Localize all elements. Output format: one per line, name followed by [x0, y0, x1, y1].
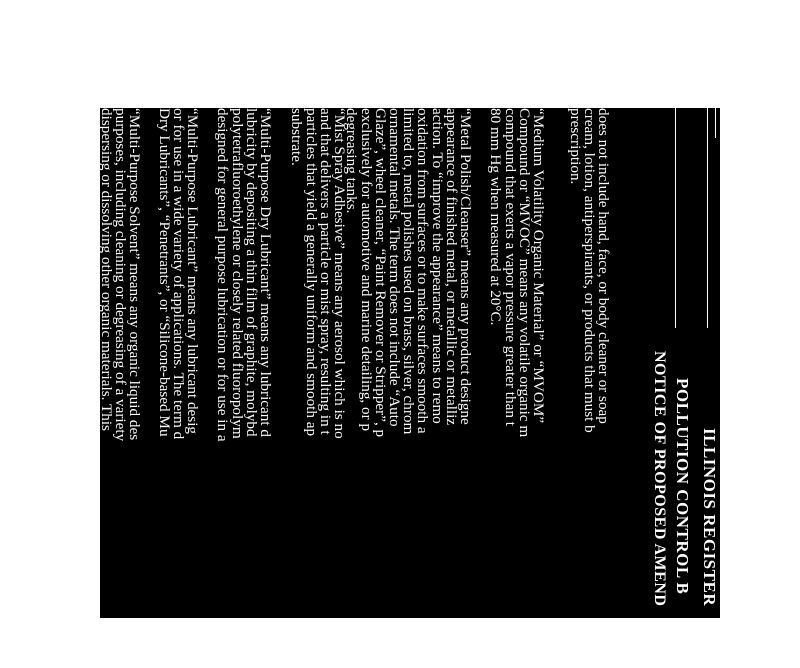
text-line: dispersing or dissolving other organic materials. This: [97, 108, 115, 431]
paragraph: [156, 108, 199, 668]
text-line: Compound or “MVOC” means any volatile organic m: [515, 108, 533, 438]
text-line: “Metal Polish/Cleanser” means any product designe: [457, 108, 474, 425]
text-line: or for use in a wide variety of applications. The term d: [169, 108, 187, 440]
text-line: polytetrafluoroethylene or closely related fluoropolym: [228, 108, 246, 439]
text-line: sealers, vapor degreasers, conveyorized degreasers or: [55, 108, 73, 434]
text-line: exclusively for automotive and marine detailing, or p: [357, 108, 375, 432]
text-line: does not include hand, face, or body cleaner or soap: [595, 108, 612, 424]
text-line: degreasing tanks.: [343, 108, 361, 214]
header-rule: [715, 108, 716, 138]
text-line: and that delivers a particle or mist spray, resulting in t: [316, 108, 334, 435]
register-title: ILLINOIS REGISTER: [700, 428, 719, 607]
text-line: purposes, including cleaning or degreasing of a variety: [111, 108, 129, 442]
paragraph: [488, 108, 545, 668]
notice-title: NOTICE OF PROPOSED AMEND: [651, 351, 668, 607]
text-line: Glaze”, wheel cleaner, “Paint Remover or Stripper”, p: [371, 108, 389, 438]
paragraph: [215, 108, 272, 668]
text-line: research, scientific or other laboratories. This does not: [69, 108, 87, 438]
text-line: lubricity by depositing a thin film of graphite, molybd: [242, 108, 260, 437]
text-line: appearance of finished metal, or metallic or metalliz: [442, 108, 460, 426]
paragraph: [344, 108, 472, 668]
rotated-page-content: [40, 108, 720, 618]
text-line: “Mist Spray Adhesive” means any aerosol which is no: [331, 108, 348, 439]
text-line: ornamental metals. The term does not include “Auto: [386, 108, 404, 427]
text-line: “Multi-Purpose Dry Lubricant” means any lubricant d: [257, 108, 274, 437]
scanned-page: [40, 108, 720, 618]
board-title: POLLUTION CONTROL B: [673, 378, 692, 595]
paragraph: [289, 108, 346, 668]
text-line: substrate.: [288, 108, 306, 166]
text-line: limited to, metal polishes used on brass, silver, chrom: [400, 108, 418, 435]
text-line: solvents that are incorporated into, or used exclusively: [40, 108, 58, 440]
text-line: particles that yield a generally uniform and smooth ap: [302, 108, 320, 437]
text-line: “Medium Volatility Organic Material” or “MVOM”: [530, 108, 547, 424]
text-line: compound that exerts a vapor pressure greater than t: [501, 108, 519, 426]
text-line: designed for general purpose lubrication or for use in a: [214, 108, 232, 442]
text-line: “Multi-Purpose Solvent” means any organic liquid des: [126, 108, 143, 441]
text-line: cream, lotion, antiperspirants, or products that must b: [580, 108, 598, 433]
text-line: institutional facilities, except for laboratory reagents us: [83, 108, 101, 444]
text-line: 80 mm Hg when measured at 20°C.: [487, 108, 505, 326]
text-line: oxidation from surfaces or to make surfaces smooth a: [414, 108, 432, 434]
text-line: Dry Lubricants”, “Penetrants”, or “Silicone-based Mu: [155, 108, 173, 437]
text-line: action. To “improve the appearance” means to remo: [428, 108, 446, 424]
paragraph: [567, 108, 610, 668]
text-line: “Multi-Purpose Lubricant” means any lubricant desig: [184, 108, 201, 435]
header-rule: [675, 108, 676, 328]
paragraph: [42, 108, 141, 668]
header-rule: [707, 108, 708, 328]
text-line: prescription.: [566, 108, 584, 185]
